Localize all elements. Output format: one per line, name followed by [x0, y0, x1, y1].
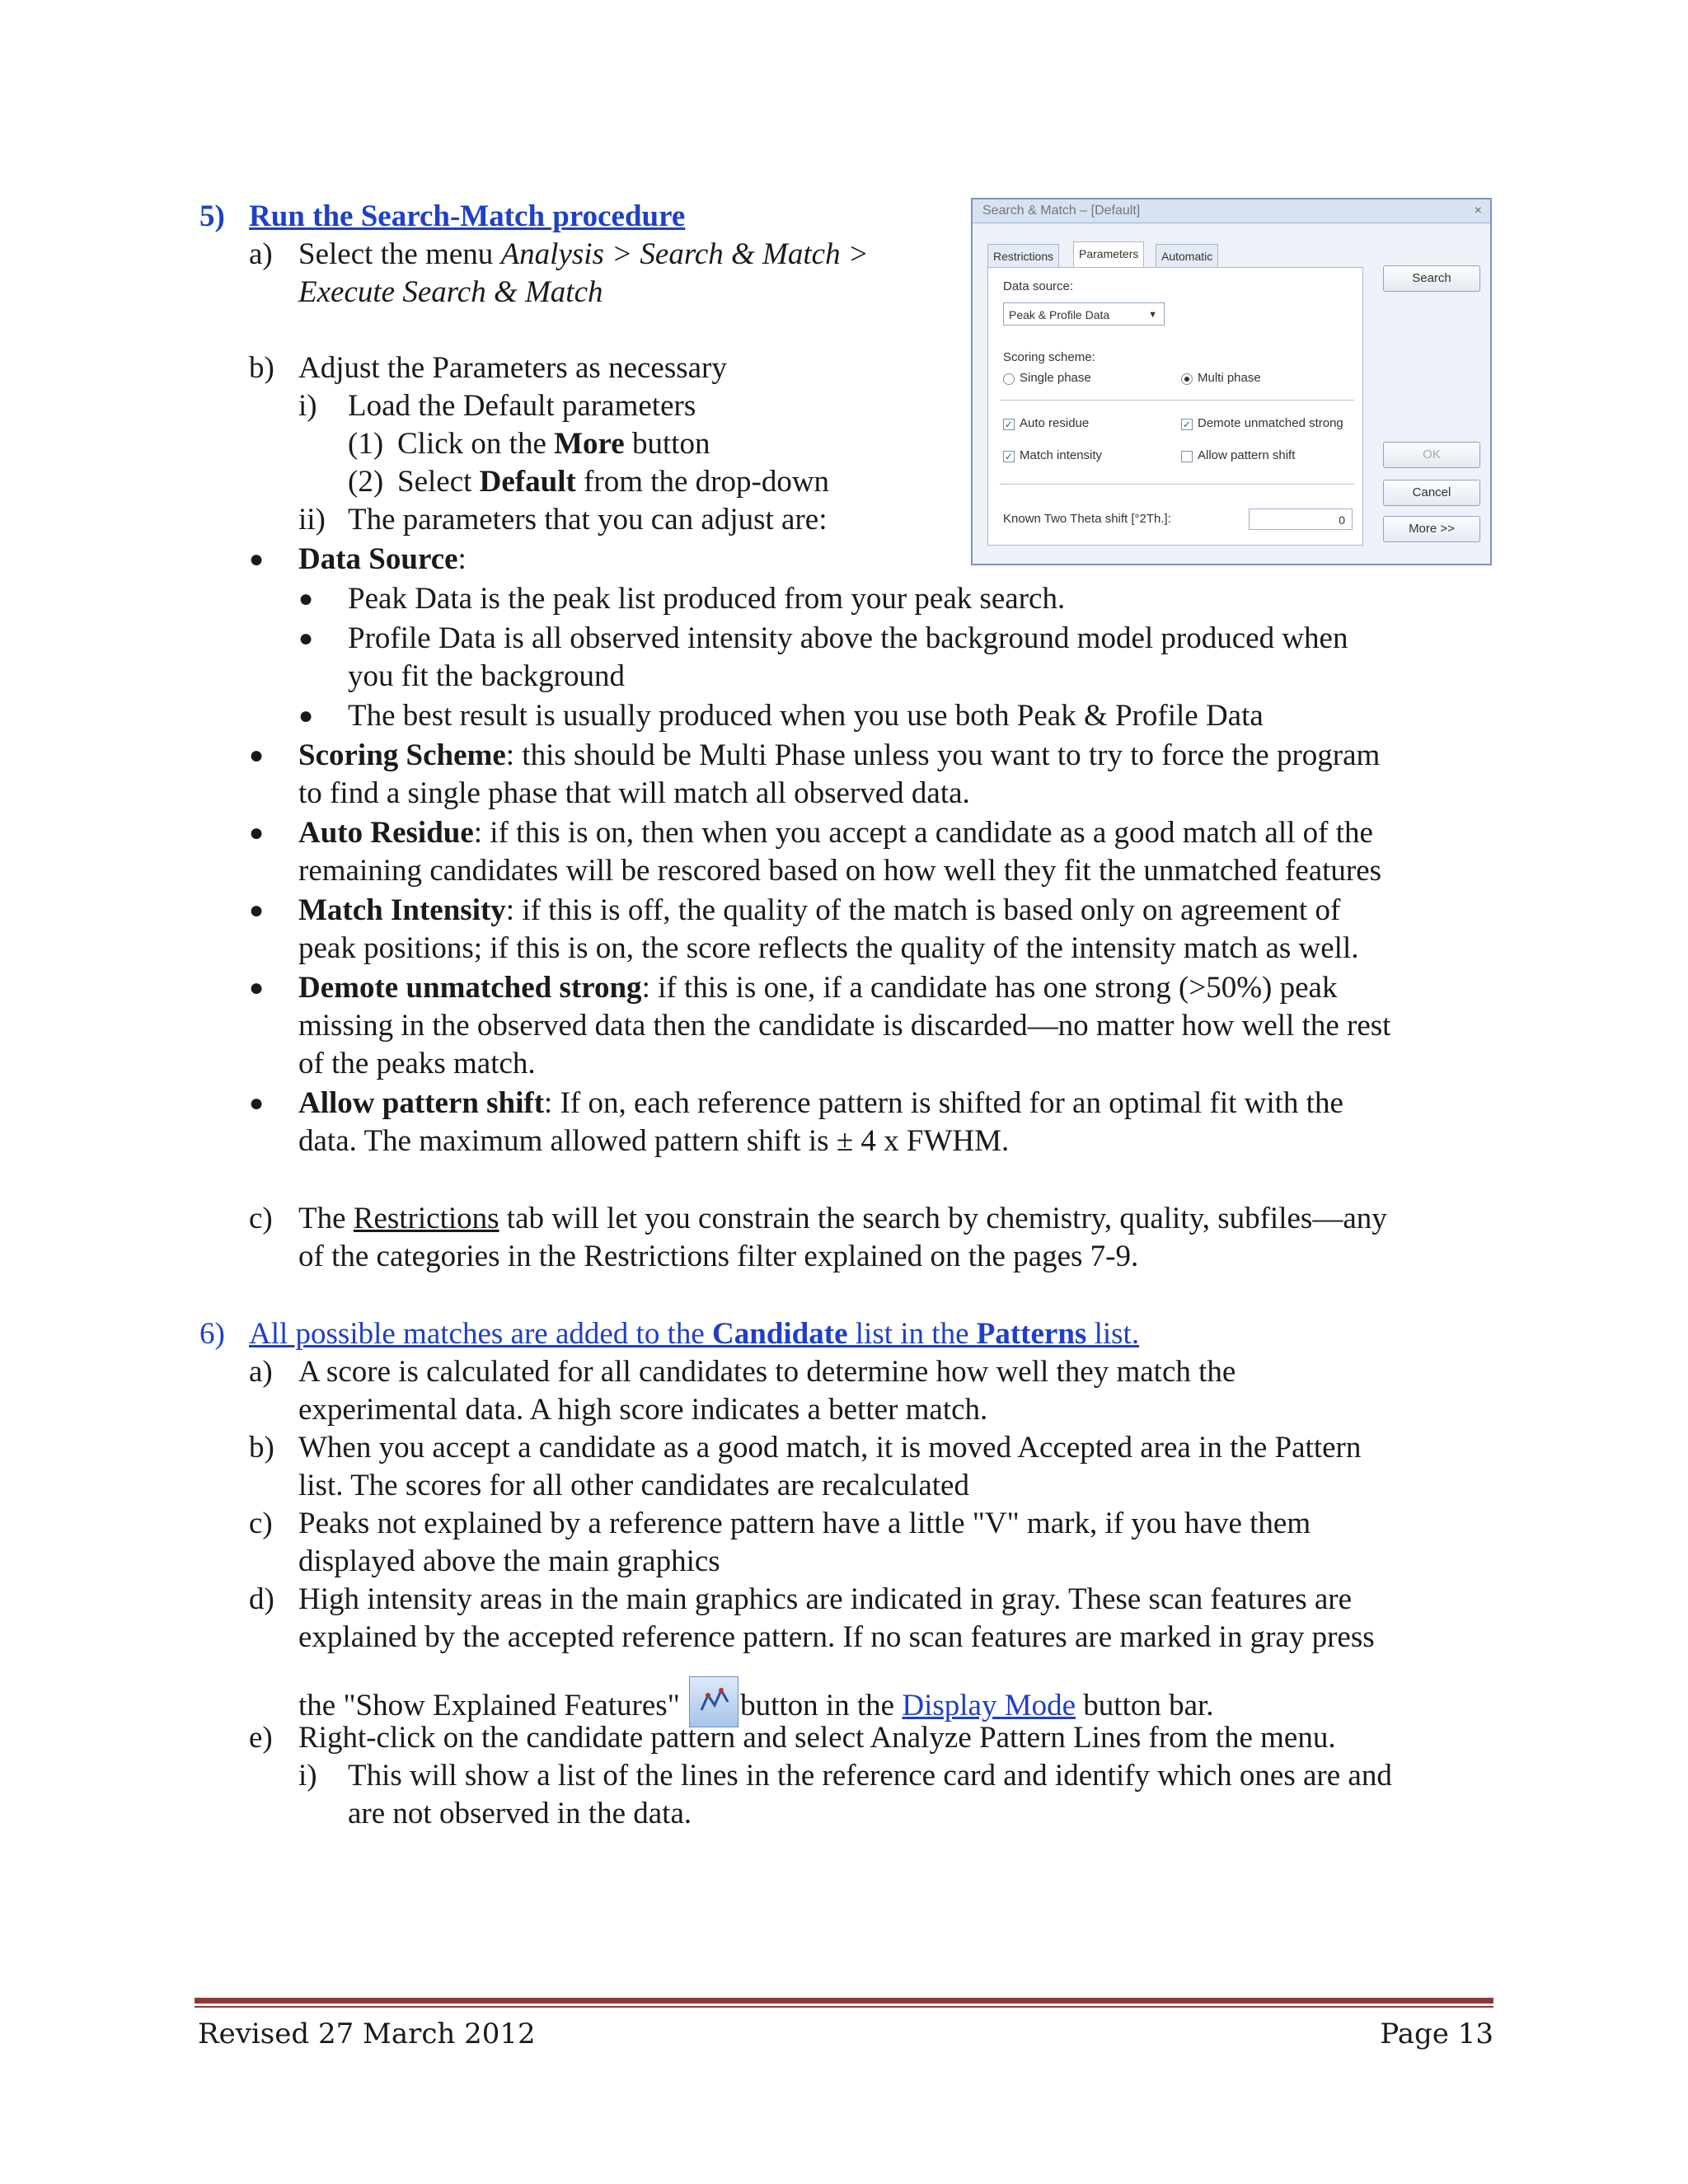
list-label: e) — [249, 1721, 273, 1755]
section5-b: Adjust the Parameters as necessary — [298, 351, 727, 385]
known-shift-label: Known Two Theta shift [°2Th.]: — [1003, 512, 1171, 526]
section5-title[interactable]: Run the Search-Match procedure — [249, 199, 686, 233]
bullet-scoring-scheme: Scoring Scheme: this should be Multi Phase unless you want to try to force the program — [298, 738, 1381, 772]
footer-rule — [195, 2006, 1493, 2008]
footer-rule — [195, 1998, 1493, 2004]
scoring-label: Scoring scheme: — [1003, 350, 1095, 364]
data-source-select[interactable]: Peak & Profile Data ▼ — [1003, 302, 1165, 326]
section6-a-cont: experimental data. A high score indicates a better match. — [298, 1393, 988, 1427]
divider — [1000, 484, 1354, 485]
ok-button[interactable]: OK — [1383, 442, 1480, 468]
section6-e-i: This will show a list of the lines in the reference card and identify which ones are and — [348, 1759, 1392, 1793]
bullet-icon: ● — [249, 546, 265, 573]
single-phase-radio[interactable] — [1003, 373, 1015, 385]
display-mode-link[interactable]: Display Mode — [902, 1689, 1076, 1722]
chevron-down-icon: ▼ — [1148, 310, 1157, 320]
list-label: i) — [298, 389, 317, 423]
bullet-icon: ● — [249, 742, 265, 769]
search-button[interactable]: Search — [1383, 265, 1480, 292]
multi-phase-label: Multi phase — [1198, 371, 1261, 385]
data-source-profile: Profile Data is all observed intensity above the background model produced when — [348, 621, 1348, 655]
bullet-icon: ● — [249, 819, 265, 846]
bullet-icon: ● — [249, 1090, 265, 1117]
bullet-icon: ● — [298, 585, 314, 612]
match-intensity-cont: peak positions; if this is on, the score reflects the quality of the intensity match as well. — [298, 931, 1359, 965]
list-label: i) — [298, 1759, 317, 1793]
bullet-match-intensity: Match Intensity: if this is off, the quality of the match is based only on agreement of — [298, 893, 1341, 927]
bullet-icon: ● — [249, 897, 265, 924]
allow-shift-checkbox[interactable] — [1181, 451, 1193, 462]
list-label: c) — [249, 1507, 273, 1540]
section6-d: High intensity areas in the main graphics are indicated in gray. These scan features are — [298, 1582, 1353, 1616]
section6-d-cont: explained by the accepted reference pattern. If no scan features are marked in gray press — [298, 1620, 1375, 1654]
section6-d-cont2: the "Show Explained Features" button in the Display Mode button bar. — [298, 1676, 1214, 1727]
more-button[interactable]: More >> — [1383, 516, 1480, 542]
section5-c-cont: of the categories in the Restrictions filter explained on the pages 7-9. — [298, 1240, 1139, 1273]
close-icon[interactable]: × — [1474, 204, 1482, 218]
list-label: b) — [249, 1431, 274, 1465]
section6-c-cont: displayed above the main graphics — [298, 1544, 720, 1578]
single-phase-label: Single phase — [1020, 371, 1091, 385]
section5-c: The Restrictions tab will let you constrain the search by chemistry, quality, subfiles—any — [298, 1202, 1387, 1235]
data-source-best: The best result is usually produced when you use both Peak & Profile Data — [348, 699, 1264, 733]
auto-residue-label: Auto residue — [1020, 416, 1090, 430]
bullet-icon: ● — [249, 974, 265, 1001]
section6-b: When you accept a candidate as a good match, it is moved Accepted area in the Pattern — [298, 1431, 1362, 1465]
list-label: (1) — [348, 427, 384, 461]
match-intensity-checkbox[interactable]: ✓ — [1004, 451, 1014, 462]
list-label: c) — [249, 1202, 273, 1235]
bullet-allow-shift: Allow pattern shift: If on, each reference pattern is shifted for an optimal fit with the — [298, 1086, 1343, 1120]
list-label: d) — [249, 1582, 274, 1616]
bullet-demote-unmatched: Demote unmatched strong: if this is one, if a candidate has one strong (>50%) peak — [298, 971, 1338, 1005]
cancel-button[interactable]: Cancel — [1383, 480, 1480, 506]
tab-automatic[interactable]: Automatic — [1156, 244, 1218, 268]
list-label: ii) — [298, 503, 326, 537]
section5-step1: Click on the More button — [397, 427, 710, 461]
restrictions-link[interactable]: Restrictions — [353, 1202, 499, 1235]
section6-e: Right-click on the candidate pattern and select Analyze Pattern Lines from the menu. — [298, 1721, 1336, 1755]
match-intensity-label: Match intensity — [1020, 448, 1103, 462]
allow-shift-cont: data. The maximum allowed pattern shift is ± 4 x FWHM. — [298, 1124, 1010, 1158]
demote-checkbox[interactable]: ✓ — [1182, 419, 1192, 430]
section5-heading: 5) Run the Search-Match procedure — [199, 198, 225, 236]
list-label: (2) — [348, 465, 384, 499]
demote-cont2: of the peaks match. — [298, 1047, 536, 1080]
section6-a: A score is calculated for all candidates to determine how well they match the — [298, 1355, 1236, 1389]
section5-a: Select the menu Analysis > Search & Match > — [298, 237, 869, 271]
tab-parameters[interactable]: Parameters — [1073, 241, 1144, 268]
page-number: Page 13 — [1380, 2018, 1493, 2050]
bullet-auto-residue: Auto Residue: if this is on, then when you accept a candidate as a good match all of the — [298, 816, 1373, 850]
section5-a-cont: Execute Search & Match — [298, 275, 603, 309]
bullet-icon: ● — [298, 702, 314, 729]
allow-shift-label: Allow pattern shift — [1198, 448, 1296, 462]
parameters-panel — [987, 267, 1363, 546]
list-label: b) — [249, 351, 274, 385]
bullet-data-source: Data Source: — [298, 542, 467, 576]
demote-cont: missing in the observed data then the candidate is discarded—no matter how well the rest — [298, 1009, 1391, 1043]
auto-residue-cont: remaining candidates will be rescored based on how well they fit the unmatched features — [298, 854, 1382, 888]
tab-restrictions[interactable]: Restrictions — [987, 244, 1059, 268]
scoring-scheme-cont: to find a single phase that will match all observed data. — [298, 776, 970, 810]
section6-heading: 6) All possible matches are added to the Candidate list in the Patterns list. — [199, 1315, 225, 1353]
section6-b-cont: list. The scores for all other candidates are recalculated — [298, 1469, 969, 1502]
demote-label: Demote unmatched strong — [1198, 416, 1343, 430]
footer-date: Revised 27 March 2012 — [198, 2018, 536, 2050]
bullet-icon: ● — [298, 625, 314, 652]
section6-title[interactable]: All possible matches are added to the Candidate list in the Patterns list. — [249, 1317, 1140, 1351]
auto-residue-checkbox[interactable]: ✓ — [1004, 419, 1014, 430]
multi-phase-radio[interactable] — [1181, 373, 1193, 385]
section5-step2: Select Default from the drop-down — [397, 465, 830, 499]
search-match-dialog — [971, 198, 1492, 565]
section6-e-i-cont: are not observed in the data. — [348, 1797, 692, 1830]
section5-b-i: Load the Default parameters — [348, 389, 696, 423]
data-source-profile-cont: you fit the background — [348, 659, 625, 693]
list-label: a) — [249, 1355, 273, 1389]
data-source-peak: Peak Data is the peak list produced from your peak search. — [348, 582, 1066, 616]
section6-c: Peaks not explained by a reference pattern have a little "V" mark, if you have them — [298, 1507, 1311, 1540]
divider — [1000, 400, 1354, 401]
known-shift-input[interactable]: 0 — [1249, 509, 1353, 530]
list-label: a) — [249, 237, 273, 271]
data-source-label: Data source: — [1003, 279, 1074, 293]
section5-b-ii: The parameters that you can adjust are: — [348, 503, 828, 537]
dialog-title: Search & Match – [Default] × — [973, 199, 1490, 223]
